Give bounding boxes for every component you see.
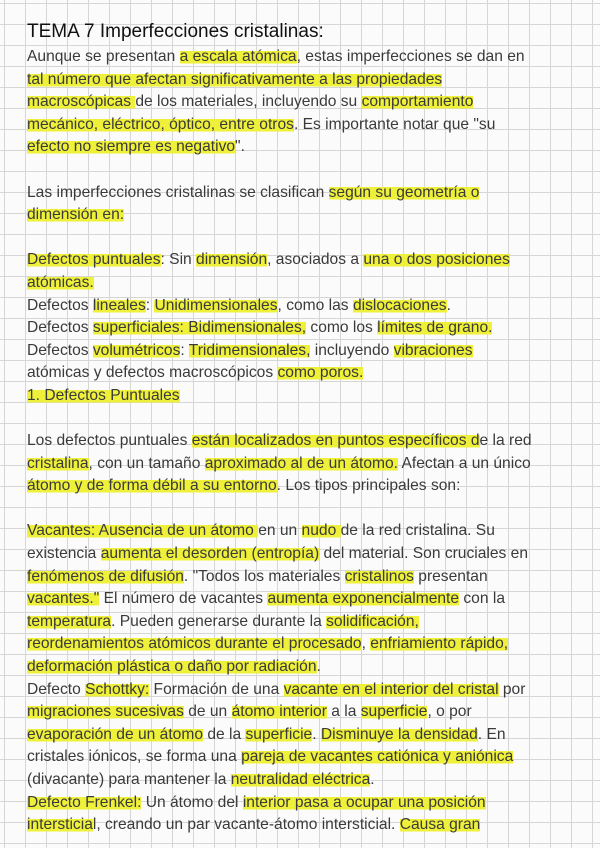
text-span: Defectos: [27, 296, 93, 314]
text-line: [27, 611, 587, 634]
text-line: [27, 46, 587, 69]
highlighted-text: dimensión: [196, 251, 268, 269]
text-span: , con un tamaño: [88, 454, 205, 472]
text-span: El número de vacantes: [99, 590, 268, 608]
text-line: [27, 475, 587, 498]
highlighted-text: aproximado al de un átomo.: [204, 454, 399, 472]
text-span: . Es importante notar que "su: [293, 115, 496, 133]
highlighted-text: enfriamiento rápido,: [370, 635, 509, 653]
highlighted-text: aumenta exponencialmente: [267, 590, 460, 608]
highlighted-text: según su geometría o: [328, 183, 480, 201]
text-span: existencia: [27, 545, 101, 563]
text-line: [27, 769, 587, 792]
highlighted-text: como poros.: [277, 364, 364, 382]
highlighted-text: atómicas.: [27, 273, 94, 291]
text-line: [27, 679, 587, 702]
highlighted-text: Unidimensionales: [154, 296, 278, 314]
highlighted-text: tal número que afectan significativamente a las propiedades: [27, 70, 443, 88]
text-line: [27, 588, 587, 611]
text-span: con la: [459, 590, 505, 608]
highlighted-text: dimensión en:: [27, 206, 125, 224]
highlighted-text: neutralidad eléctrica: [230, 771, 371, 788]
text-span: en un: [258, 522, 302, 540]
text-line: [27, 385, 587, 408]
highlighted-text: Tridimensionales,: [188, 341, 311, 359]
text-line: [27, 453, 587, 476]
highlighted-text: dislocaciones: [352, 296, 447, 314]
highlighted-text: Defecto Frenkel:: [27, 793, 142, 811]
highlighted-text: fenómenos de difusión: [27, 567, 184, 585]
highlighted-text: a escala atómica: [179, 48, 297, 65]
text-span: :: [145, 296, 155, 314]
text-span: , o por: [427, 703, 472, 721]
text-span: . Pueden generarse durante la: [111, 612, 327, 630]
text-line: [27, 136, 587, 159]
text-span: Formación de una: [149, 680, 284, 698]
notes-body: [27, 46, 587, 837]
text-line: [27, 566, 587, 589]
text-span: ,: [361, 635, 371, 653]
highlighted-text: vibraciones: [393, 341, 473, 359]
text-line: [27, 295, 587, 318]
text-span: Aunque se presentan: [27, 48, 180, 65]
highlighted-text: cristalina: [27, 454, 89, 472]
text-span: Un átomo del: [141, 793, 243, 811]
blank-line: [27, 498, 587, 521]
text-span: presentan: [413, 567, 488, 585]
text-line: [27, 656, 587, 679]
text-line: [27, 317, 587, 340]
highlighted-text: volumétricos: [92, 341, 181, 359]
highlighted-text: comportamiento: [361, 93, 474, 111]
highlighted-text: 1. Defectos Puntuales: [27, 386, 180, 404]
text-span: de los materiales, incluyendo su: [135, 93, 362, 111]
text-span: . "Todos los materiales: [183, 567, 345, 585]
highlighted-text: átomo interior: [231, 703, 327, 721]
highlighted-text: deformación plástica o daño por radiación: [27, 658, 317, 676]
text-span: incluyendo: [310, 341, 394, 359]
highlighted-text: efecto no siempre es negativo: [27, 138, 236, 156]
text-line: [27, 249, 587, 272]
highlighted-text: límites de grano.: [377, 319, 493, 337]
text-span: e la red: [479, 432, 532, 450]
highlighted-text: están localizados en puntos específicos d: [191, 432, 480, 450]
text-span: (divacante) para mantener la: [27, 771, 231, 788]
highlighted-text: Defectos puntuales: [27, 251, 161, 269]
text-span: Las imperfecciones cristalinas se clasifican: [27, 183, 329, 201]
text-span: del material. Son cruciales en: [319, 545, 529, 563]
highlighted-text: solidificación,: [326, 612, 419, 630]
text-line: [27, 724, 587, 747]
highlighted-text: lineales: [92, 296, 146, 314]
text-line: [27, 272, 587, 295]
text-line: [27, 543, 587, 566]
text-span: ".: [235, 138, 245, 156]
text-span: de la: [203, 725, 246, 743]
highlighted-text: superficiales: Bidimensionales,: [92, 319, 307, 337]
text-line: [27, 814, 587, 837]
highlighted-text: vacante en el interior del cristal: [283, 680, 499, 698]
text-span: atómicas y defectos macroscópicos: [27, 364, 278, 382]
text-span: .: [312, 725, 321, 743]
text-line: [27, 520, 587, 543]
text-span: .: [370, 771, 375, 788]
page-title: TEMA 7 Imperfecciones cristalinas:: [27, 21, 324, 42]
text-line: [27, 91, 587, 114]
text-line: [27, 701, 587, 724]
highlighted-text: átomo y de forma débil a su entorno: [27, 477, 277, 495]
text-line: [27, 362, 587, 385]
blank-line: [27, 227, 587, 250]
text-line: [27, 792, 587, 815]
text-line: [27, 746, 587, 769]
text-span: . En: [477, 725, 506, 743]
highlighted-text: migraciones sucesivas: [27, 703, 184, 721]
text-span: , estas imperfecciones se dan en: [296, 48, 525, 65]
text-line: [27, 430, 587, 453]
highlighted-text: vacantes.": [27, 590, 100, 608]
highlighted-text: Disminuye la densidad: [320, 725, 478, 743]
text-span: como los: [306, 319, 378, 337]
text-span: por: [498, 680, 526, 698]
text-span: Defectos: [27, 341, 93, 359]
text-span: de la red cristalina. Su: [340, 522, 495, 540]
highlighted-text: pareja de vacantes catiónica y aniónica: [241, 748, 514, 766]
text-line: [27, 114, 587, 137]
blank-line: [27, 408, 587, 431]
highlighted-text: cristalinos: [344, 567, 414, 585]
text-line: [27, 204, 587, 227]
text-span: , asociados a: [267, 251, 364, 269]
text-span: , como las: [277, 296, 353, 314]
highlighted-text: intersticia: [27, 816, 93, 834]
text-span: : Sin: [160, 251, 197, 269]
highlighted-text: mecánico, eléctrico, óptico, entre otros: [27, 115, 294, 133]
text-line: [27, 182, 587, 205]
text-line: [27, 340, 587, 363]
text-span: de un: [183, 703, 232, 721]
highlighted-text: superficie: [245, 725, 313, 743]
highlighted-text: macroscópicas: [27, 93, 136, 111]
text-span: Defecto: [27, 680, 86, 698]
text-span: Defectos: [27, 319, 93, 337]
text-line: [27, 69, 587, 92]
highlighted-text: nudo: [301, 522, 341, 540]
highlighted-text: Causa gran: [399, 816, 481, 834]
text-line: [27, 633, 587, 656]
text-span: a la: [326, 703, 361, 721]
text-span: cristales iónicos, se forma una: [27, 748, 242, 766]
blank-line: [27, 159, 587, 182]
highlighted-text: interior pasa a ocupar una posición: [242, 793, 486, 811]
text-span: . Los tipos principales son:: [276, 477, 461, 495]
highlighted-text: una o dos posiciones: [363, 251, 510, 269]
text-span: Afectan a un único: [398, 454, 531, 472]
highlighted-text: reordenamientos atómicos durante el procesado: [27, 635, 362, 653]
text-span: Los defectos puntuales: [27, 432, 192, 450]
highlighted-text: Schottky:: [85, 680, 150, 698]
highlighted-text: aumenta el desorden (entropía): [100, 545, 320, 563]
text-span: l, creando un par vacante-átomo intersticial.: [92, 816, 400, 834]
highlighted-text: evaporación de un átomo: [27, 725, 203, 743]
highlighted-text: temperatura: [27, 612, 112, 630]
highlighted-text: superficie: [360, 703, 428, 721]
text-span: .: [446, 296, 451, 314]
text-span: .: [316, 658, 321, 676]
text-span: :: [180, 341, 189, 359]
highlighted-text: Vacantes: Ausencia de un átomo: [27, 522, 259, 540]
